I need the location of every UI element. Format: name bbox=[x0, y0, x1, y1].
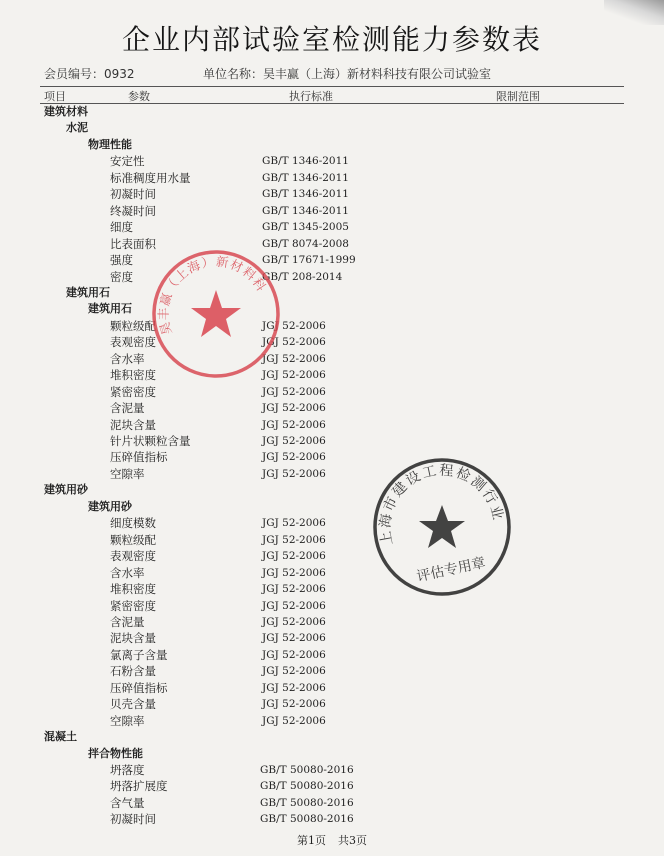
table-row bbox=[0, 417, 664, 433]
unit-value: 昊丰赢（上海）新材料科技有限公司试验室 bbox=[263, 67, 492, 81]
parameter-name: 终凝时间 bbox=[110, 203, 156, 218]
standard-code: JGJ 52-2006 bbox=[262, 319, 326, 332]
parameter-name: 安定性 bbox=[110, 154, 145, 169]
table-row bbox=[0, 515, 664, 531]
standard-code: JGJ 52-2006 bbox=[262, 369, 326, 382]
table-row bbox=[0, 762, 664, 778]
category-name: 建筑材料 bbox=[44, 105, 88, 118]
member-label: 会员编号： bbox=[44, 67, 105, 81]
standard-code: GB/T 50080-2016 bbox=[260, 780, 354, 793]
parameter-name: 标准稠度用水量 bbox=[110, 170, 191, 185]
table-row bbox=[0, 663, 664, 679]
standard-code: GB/T 1346-2011 bbox=[262, 188, 349, 201]
parameter-name: 含水率 bbox=[110, 565, 145, 580]
category-name: 建筑用砂 bbox=[88, 499, 132, 513]
table-row bbox=[0, 548, 664, 564]
standard-code: GB/T 1345-2005 bbox=[262, 221, 349, 234]
parameter-name: 紧密密度 bbox=[110, 384, 156, 399]
table-row bbox=[0, 532, 664, 548]
table-row bbox=[0, 236, 664, 252]
parameter-name: 堆积密度 bbox=[110, 368, 156, 383]
parameter-name: 表观密度 bbox=[110, 335, 156, 350]
table-row bbox=[0, 713, 664, 729]
table-row bbox=[0, 203, 664, 219]
standard-code: JGJ 52-2006 bbox=[262, 418, 326, 431]
standard-code: GB/T 50080-2016 bbox=[260, 764, 354, 776]
parameter-name: 泥块含量 bbox=[110, 417, 156, 432]
standard-code: GB/T 208-2014 bbox=[262, 270, 343, 283]
category-name: 建筑用石 bbox=[88, 302, 132, 316]
svg-text:昊丰赢（上海）新材料科技有限公司: 昊丰赢（上海）新材料科技有限公司 bbox=[155, 253, 270, 337]
standard-code: JGJ 52-2006 bbox=[262, 550, 326, 563]
category-row bbox=[0, 104, 664, 120]
standard-code: JGJ 52-2006 bbox=[262, 533, 326, 546]
parameter-name: 针片状颗粒含量 bbox=[110, 434, 191, 448]
table-row bbox=[0, 400, 664, 416]
parameter-name: 空隙率 bbox=[110, 713, 145, 728]
page-total: 共3页 bbox=[338, 834, 367, 847]
parameter-name: 堆积密度 bbox=[110, 582, 156, 597]
table-row bbox=[0, 630, 664, 646]
table-row bbox=[0, 351, 664, 367]
parameter-name: 强度 bbox=[110, 253, 133, 268]
table-row bbox=[0, 614, 664, 630]
table-row bbox=[0, 598, 664, 614]
unit-name bbox=[203, 65, 491, 82]
page-title: 企业内部试验室检测能力参数表 bbox=[121, 23, 542, 56]
table-row bbox=[0, 186, 664, 202]
table-row bbox=[0, 252, 664, 268]
table-row bbox=[0, 170, 664, 186]
standard-code: JGJ 52-2006 bbox=[262, 648, 326, 661]
category-row bbox=[0, 285, 664, 301]
unit-label: 单位名称： bbox=[203, 67, 264, 81]
parameter-name: 比表面积 bbox=[110, 236, 156, 251]
table-top-rule bbox=[40, 86, 624, 87]
parameter-name: 紧密密度 bbox=[110, 598, 156, 613]
standard-code: GB/T 1346-2011 bbox=[262, 155, 349, 168]
table-row bbox=[0, 269, 664, 285]
table-row bbox=[0, 680, 664, 696]
parameter-name: 坍落度 bbox=[110, 763, 145, 777]
category-row bbox=[0, 301, 664, 317]
parameter-name: 含泥量 bbox=[110, 401, 145, 416]
table-row bbox=[0, 581, 664, 597]
category-row bbox=[0, 729, 664, 745]
standard-code: JGJ 52-2006 bbox=[262, 517, 326, 530]
member-value: 0932 bbox=[104, 67, 135, 81]
parameter-name: 细度模数 bbox=[110, 516, 156, 531]
category-row bbox=[0, 137, 664, 153]
parameter-name: 压碎值指标 bbox=[110, 450, 168, 465]
category-name: 水泥 bbox=[66, 121, 88, 135]
parameter-name: 初凝时间 bbox=[110, 187, 156, 202]
standard-code: JGJ 52-2006 bbox=[262, 385, 326, 398]
standard-code: JGJ 52-2006 bbox=[262, 583, 326, 596]
standard-code: GB/T 17671-1999 bbox=[262, 254, 356, 267]
standard-code: GB/T 1346-2011 bbox=[262, 171, 349, 184]
standard-code: GB/T 8074-2008 bbox=[262, 237, 349, 250]
table-row bbox=[0, 565, 664, 581]
standard-code: JGJ 52-2006 bbox=[262, 665, 326, 678]
parameter-name: 贝壳含量 bbox=[110, 697, 156, 712]
category-name: 拌合物性能 bbox=[88, 746, 143, 760]
standard-code: JGJ 52-2006 bbox=[262, 435, 326, 447]
table-row bbox=[0, 696, 664, 712]
parameter-name: 空隙率 bbox=[110, 466, 145, 481]
header-param: 参数 bbox=[128, 90, 150, 103]
parameter-name: 含泥量 bbox=[110, 614, 145, 629]
table-row bbox=[0, 647, 664, 663]
table-row bbox=[0, 778, 664, 794]
member-number bbox=[44, 65, 135, 82]
parameter-name: 石粉含量 bbox=[110, 664, 156, 679]
standard-code: JGJ 52-2006 bbox=[262, 681, 326, 694]
standard-code: JGJ 52-2006 bbox=[262, 402, 326, 415]
standard-code: JGJ 52-2006 bbox=[262, 451, 326, 464]
table-row bbox=[0, 795, 664, 811]
parameter-name: 含气量 bbox=[110, 795, 145, 810]
parameter-name: 初凝时间 bbox=[110, 812, 156, 827]
parameter-name: 密度 bbox=[110, 269, 133, 284]
standard-code: JGJ 52-2006 bbox=[262, 714, 326, 727]
table-row bbox=[0, 367, 664, 383]
standard-code: JGJ 52-2006 bbox=[262, 615, 326, 628]
standard-code: JGJ 52-2006 bbox=[262, 467, 326, 480]
category-name: 建筑用石 bbox=[66, 285, 110, 299]
table-row bbox=[0, 811, 664, 827]
parameter-name: 颗粒级配 bbox=[110, 318, 156, 333]
category-name: 物理性能 bbox=[88, 137, 132, 151]
parameter-name: 氯离子含量 bbox=[110, 647, 168, 662]
category-row bbox=[0, 482, 664, 498]
parameter-name: 泥块含量 bbox=[110, 631, 156, 646]
page-number: 第1页 bbox=[297, 834, 326, 847]
category-name: 建筑用砂 bbox=[44, 483, 88, 497]
header-limit: 限制范围 bbox=[496, 90, 540, 103]
standard-code: GB/T 50080-2016 bbox=[260, 796, 354, 809]
parameter-name: 颗粒级配 bbox=[110, 532, 156, 547]
standard-code: JGJ 52-2006 bbox=[262, 566, 326, 579]
table-row bbox=[0, 318, 664, 334]
standard-code: JGJ 52-2006 bbox=[262, 698, 326, 711]
parameter-name: 坍落扩展度 bbox=[110, 779, 168, 794]
table-row bbox=[0, 466, 664, 482]
parameter-name: 含水率 bbox=[110, 351, 145, 366]
table-row bbox=[0, 334, 664, 350]
table-row bbox=[0, 449, 664, 465]
standard-code: GB/T 50080-2016 bbox=[260, 813, 354, 826]
parameter-name: 细度 bbox=[110, 220, 133, 235]
svg-text:评估专用章: 评估专用章 bbox=[415, 554, 488, 586]
table-row bbox=[0, 219, 664, 235]
svg-text:上海市建设工程检测行业协会: 上海市建设工程检测行业协会 bbox=[377, 462, 507, 547]
category-name: 混凝土 bbox=[44, 730, 77, 744]
standard-code: GB/T 1346-2011 bbox=[262, 204, 349, 217]
page-footer bbox=[0, 832, 664, 848]
table-row bbox=[0, 433, 664, 449]
standard-code: JGJ 52-2006 bbox=[262, 599, 326, 612]
category-row bbox=[0, 499, 664, 515]
category-row bbox=[0, 120, 664, 136]
standard-code: JGJ 52-2006 bbox=[262, 352, 326, 365]
parameter-name: 压碎值指标 bbox=[110, 680, 168, 695]
table-row bbox=[0, 153, 664, 169]
header-standard: 执行标准 bbox=[289, 90, 333, 103]
category-row bbox=[0, 746, 664, 762]
table-row bbox=[0, 384, 664, 400]
standard-code: JGJ 52-2006 bbox=[262, 632, 326, 645]
header-item: 项目 bbox=[44, 90, 66, 103]
parameter-name: 表观密度 bbox=[110, 549, 156, 564]
standard-code: JGJ 52-2006 bbox=[262, 336, 326, 349]
